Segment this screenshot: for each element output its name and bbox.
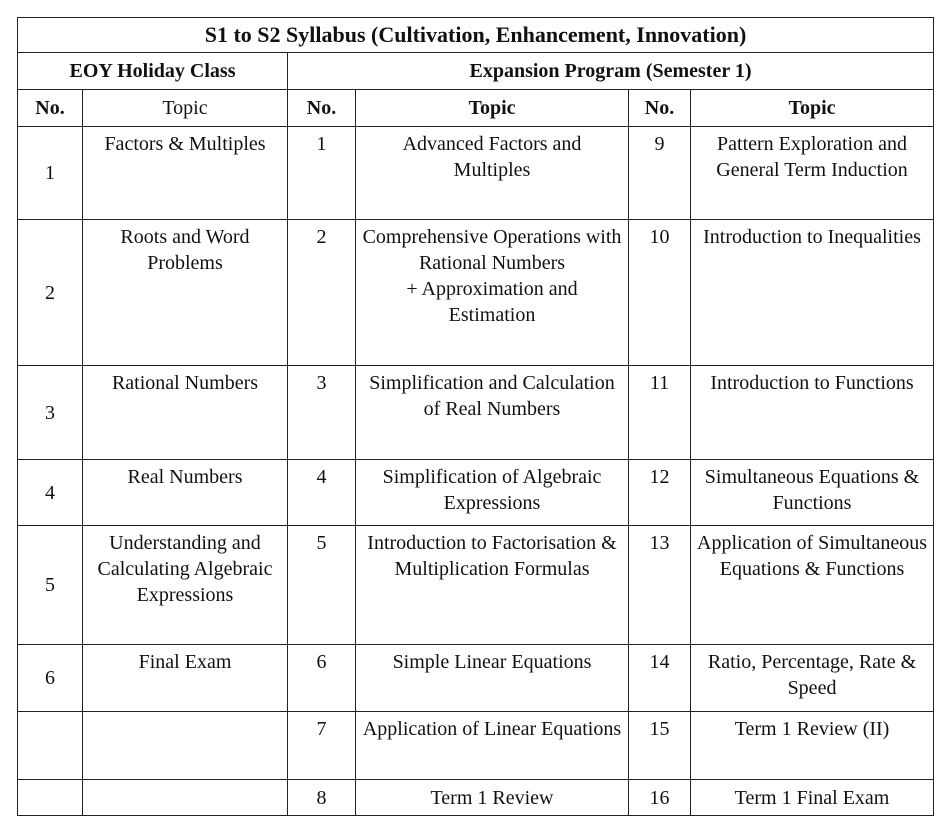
expansion-a-topic-cell: Term 1 Review (356, 780, 629, 816)
eoy-no-cell (18, 712, 83, 780)
eoy-no-cell: 3 (18, 366, 83, 460)
table-row (18, 780, 934, 816)
eoy-no-cell: 5 (18, 526, 83, 645)
expansion-b-topic-cell: Term 1 Final Exam (691, 780, 934, 816)
table-row (18, 712, 934, 780)
expansion-b-no-cell: 9 (629, 127, 691, 220)
table-body (18, 127, 934, 816)
expansion-a-no-cell: 6 (288, 645, 356, 712)
expansion-b-no-cell: 10 (629, 220, 691, 366)
eoy-topic-cell: Real Numbers (83, 460, 288, 526)
eoy-no-cell: 1 (18, 127, 83, 220)
eoy-topic-cell: Understanding and Calculating Algebraic Expressions (83, 526, 288, 645)
expansion-b-topic-cell: Ratio, Percentage, Rate & Speed (691, 645, 934, 712)
eoy-no-cell (18, 780, 83, 816)
eoy-topic-cell: Factors & Multiples (83, 127, 288, 220)
expansion-b-no-cell: 14 (629, 645, 691, 712)
eoy-no-cell: 6 (18, 645, 83, 712)
expansion-a-no-cell: 7 (288, 712, 356, 780)
col-header-a-topic: Topic (356, 90, 629, 127)
expansion-a-no-cell: 1 (288, 127, 356, 220)
eoy-topic-cell (83, 712, 288, 780)
expansion-b-topic-cell: Introduction to Inequalities (691, 220, 934, 366)
expansion-a-topic-cell: Simplification of Algebraic Expressions (356, 460, 629, 526)
eoy-topic-cell: Rational Numbers (83, 366, 288, 460)
expansion-b-no-cell: 11 (629, 366, 691, 460)
expansion-a-topic-cell: Application of Linear Equations (356, 712, 629, 780)
expansion-a-no-cell: 8 (288, 780, 356, 816)
col-header-eoy-topic: Topic (83, 90, 288, 127)
expansion-a-no-cell: 3 (288, 366, 356, 460)
table-row (18, 127, 934, 220)
expansion-a-no-cell: 4 (288, 460, 356, 526)
expansion-b-topic-cell: Term 1 Review (II) (691, 712, 934, 780)
eoy-no-cell: 4 (18, 460, 83, 526)
expansion-b-topic-cell: Pattern Exploration and General Term Induction (691, 127, 934, 220)
col-header-a-no: No. (288, 90, 356, 127)
table-title: S1 to S2 Syllabus (Cultivation, Enhancement, Innovation) (18, 18, 934, 53)
col-header-eoy-no: No. (18, 90, 83, 127)
syllabus-table (17, 17, 934, 816)
expansion-a-topic-cell: Advanced Factors and Multiples (356, 127, 629, 220)
table-row (18, 526, 934, 645)
expansion-b-no-cell: 16 (629, 780, 691, 816)
section-eoy-header: EOY Holiday Class (18, 53, 288, 90)
eoy-topic-cell: Final Exam (83, 645, 288, 712)
expansion-a-no-cell: 2 (288, 220, 356, 366)
eoy-no-cell: 2 (18, 220, 83, 366)
expansion-b-no-cell: 12 (629, 460, 691, 526)
syllabus-container (17, 17, 934, 816)
expansion-a-topic-cell: Introduction to Factorisation & Multiplication Formulas (356, 526, 629, 645)
col-header-b-no: No. (629, 90, 691, 127)
col-header-b-topic: Topic (691, 90, 934, 127)
table-row (18, 220, 934, 366)
section-expansion-header: Expansion Program (Semester 1) (288, 53, 934, 90)
expansion-b-topic-cell: Simultaneous Equations & Functions (691, 460, 934, 526)
table-row (18, 645, 934, 712)
expansion-a-topic-cell: Simple Linear Equations (356, 645, 629, 712)
expansion-b-topic-cell: Introduction to Functions (691, 366, 934, 460)
eoy-topic-cell (83, 780, 288, 816)
expansion-a-topic-cell: Simplification and Calculation of Real Numbers (356, 366, 629, 460)
expansion-b-topic-cell: Application of Simultaneous Equations & Functions (691, 526, 934, 645)
expansion-b-no-cell: 15 (629, 712, 691, 780)
expansion-a-topic-cell: Comprehensive Operations with Rational Numbers + Approximation and Estimation (356, 220, 629, 366)
table-row (18, 366, 934, 460)
expansion-a-no-cell: 5 (288, 526, 356, 645)
expansion-b-no-cell: 13 (629, 526, 691, 645)
eoy-topic-cell: Roots and Word Problems (83, 220, 288, 366)
table-row (18, 460, 934, 526)
